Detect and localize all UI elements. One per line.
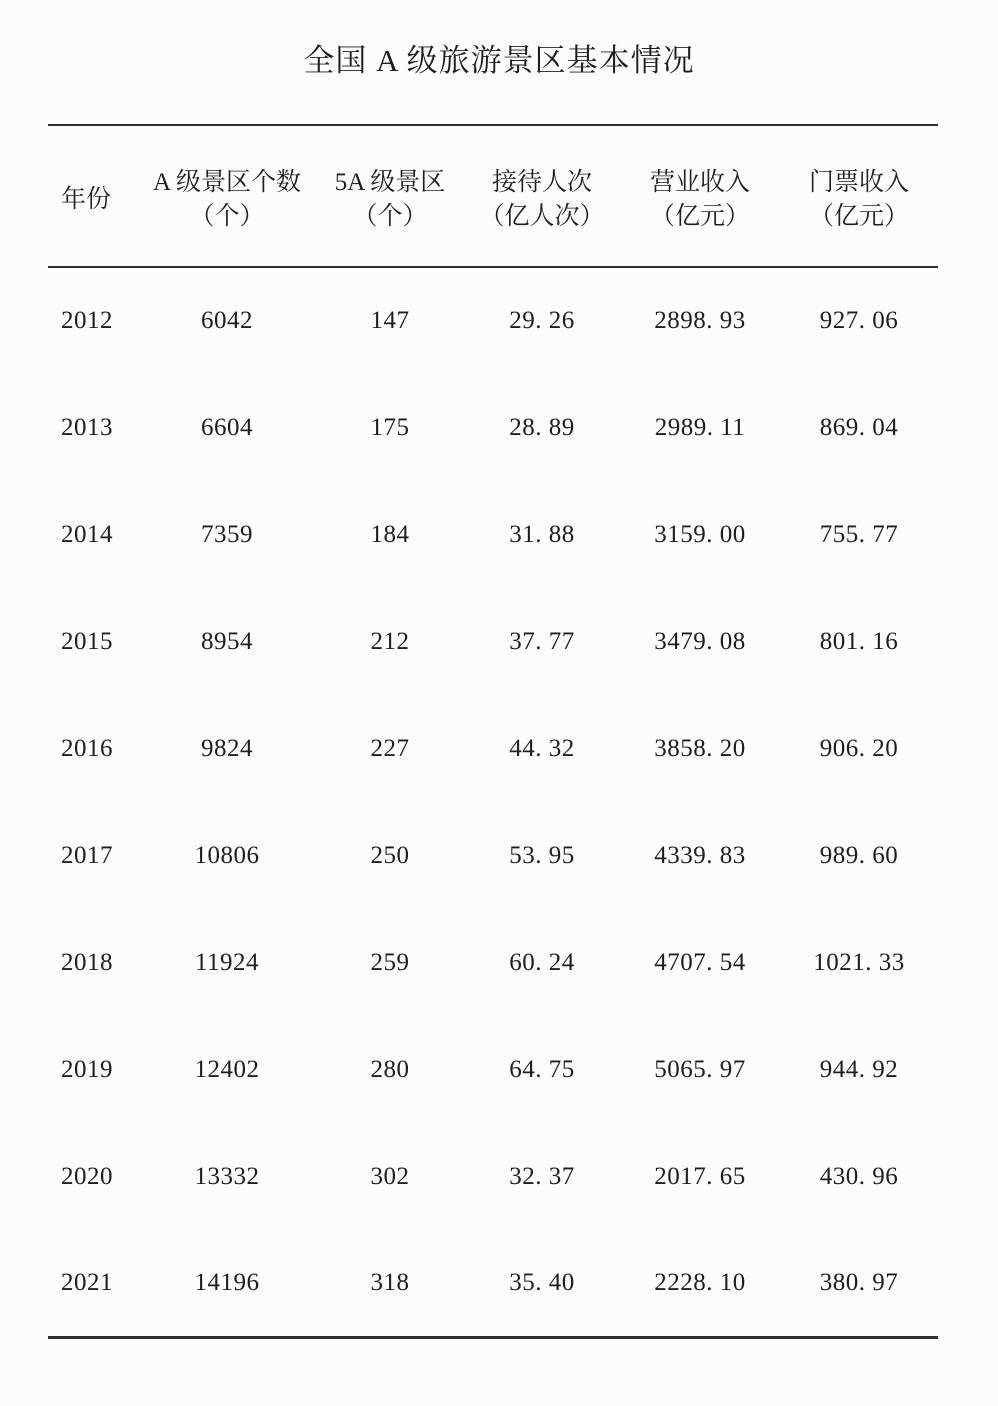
header-year	[48, 125, 138, 267]
header-5a-count-unit: （个）	[352, 203, 428, 230]
cell-ticket-revenue: 869. 04	[819, 413, 899, 441]
cell-ticket-revenue: 906. 20	[819, 734, 899, 762]
cell-ticket-revenue: 927. 06	[819, 307, 899, 334]
table-row	[48, 1230, 938, 1337]
cell-visitors: 31. 88	[509, 520, 575, 548]
cell-year: 2020	[61, 1162, 113, 1190]
cell-ticket-revenue: 989. 60	[819, 841, 899, 869]
cell-5a-count: 250	[370, 841, 410, 869]
cell-5a-count: 280	[370, 1055, 410, 1083]
cell-a-level-count: 11924	[194, 948, 260, 976]
table-header	[48, 125, 938, 267]
cell-year: 2018	[61, 948, 113, 976]
cell-ticket-revenue: 380. 97	[819, 1268, 899, 1296]
cell-visitors: 44. 32	[509, 734, 575, 762]
header-a-level-count-label: A 级景区个数	[153, 169, 301, 196]
cell-visitors: 32. 37	[509, 1162, 575, 1190]
header-ticket-revenue	[780, 125, 938, 267]
cell-revenue: 2017. 65	[654, 1162, 746, 1190]
cell-year: 2017	[61, 841, 113, 869]
table-row	[48, 374, 938, 481]
cell-5a-count: 259	[370, 948, 410, 976]
header-5a-count-label: 5A 级景区	[334, 169, 446, 196]
cell-a-level-count: 7359	[201, 520, 253, 548]
header-revenue-unit: （亿元）	[649, 203, 750, 230]
table-row	[48, 1016, 938, 1123]
cell-year: 2015	[61, 627, 113, 655]
table-row	[48, 481, 938, 588]
cell-5a-count: 227	[370, 734, 410, 762]
header-revenue-label: 营业收入	[649, 169, 750, 196]
cell-year: 2016	[61, 734, 113, 762]
cell-a-level-count: 9824	[201, 734, 253, 762]
table-row	[48, 802, 938, 909]
cell-ticket-revenue: 430. 96	[819, 1162, 899, 1190]
header-a-level-count	[138, 125, 316, 267]
cell-year: 2014	[61, 520, 113, 548]
cell-revenue: 3858. 20	[654, 734, 746, 762]
cell-5a-count: 184	[370, 520, 410, 548]
table-row	[48, 1123, 938, 1230]
page-title: 全国 A 级旅游景区基本情况	[303, 43, 695, 78]
header-ticket-revenue-unit: （亿元）	[808, 203, 909, 230]
cell-year: 2012	[61, 307, 113, 334]
cell-revenue: 2228. 10	[654, 1268, 746, 1296]
cell-revenue: 3479. 08	[654, 627, 746, 655]
cell-ticket-revenue: 801. 16	[819, 627, 899, 655]
cell-ticket-revenue: 1021. 33	[813, 948, 905, 976]
header-row	[48, 125, 938, 267]
table-row	[48, 909, 938, 1016]
cell-5a-count: 318	[370, 1268, 410, 1296]
cell-a-level-count: 6604	[201, 413, 253, 441]
header-visitors-label: 接待人次	[491, 169, 592, 196]
cell-a-level-count: 8954	[201, 627, 253, 655]
cell-revenue: 5065. 97	[654, 1055, 746, 1083]
cell-year: 2013	[61, 413, 113, 441]
header-ticket-revenue-label: 门票收入	[808, 169, 909, 196]
cell-revenue: 4707. 54	[654, 948, 746, 976]
cell-visitors: 28. 89	[509, 413, 575, 441]
table-row	[48, 588, 938, 695]
cell-revenue: 2898. 93	[654, 307, 746, 334]
header-5a-count	[316, 125, 464, 267]
header-visitors-unit: （亿人次）	[479, 203, 605, 230]
cell-visitors: 29. 26	[509, 307, 575, 334]
cell-revenue: 3159. 00	[654, 520, 746, 548]
cell-5a-count: 212	[370, 627, 410, 655]
cell-5a-count: 175	[370, 413, 410, 441]
cell-ticket-revenue: 755. 77	[819, 520, 899, 548]
table-row	[48, 695, 938, 802]
header-year-label: 年份	[61, 186, 112, 213]
cell-visitors: 35. 40	[509, 1268, 575, 1296]
cell-a-level-count: 13332	[194, 1162, 260, 1190]
cell-visitors: 60. 24	[509, 948, 575, 976]
cell-visitors: 37. 77	[509, 627, 575, 655]
cell-a-level-count: 14196	[194, 1268, 260, 1296]
cell-a-level-count: 10806	[194, 841, 260, 869]
cell-revenue: 4339. 83	[654, 841, 746, 869]
cell-5a-count: 147	[370, 307, 410, 334]
cell-visitors: 64. 75	[509, 1055, 575, 1083]
cell-a-level-count: 12402	[194, 1055, 260, 1083]
header-a-level-count-unit: （个）	[189, 203, 265, 230]
table-row	[48, 267, 938, 374]
scenic-area-table	[48, 124, 938, 1339]
cell-5a-count: 302	[370, 1162, 410, 1190]
table-body	[48, 267, 938, 1337]
cell-visitors: 53. 95	[509, 841, 575, 869]
cell-a-level-count: 6042	[201, 307, 253, 334]
cell-year: 2019	[61, 1055, 113, 1083]
header-visitors	[464, 125, 620, 267]
header-revenue	[620, 125, 780, 267]
cell-year: 2021	[61, 1268, 113, 1296]
cell-ticket-revenue: 944. 92	[819, 1055, 899, 1083]
cell-revenue: 2989. 11	[654, 413, 746, 441]
